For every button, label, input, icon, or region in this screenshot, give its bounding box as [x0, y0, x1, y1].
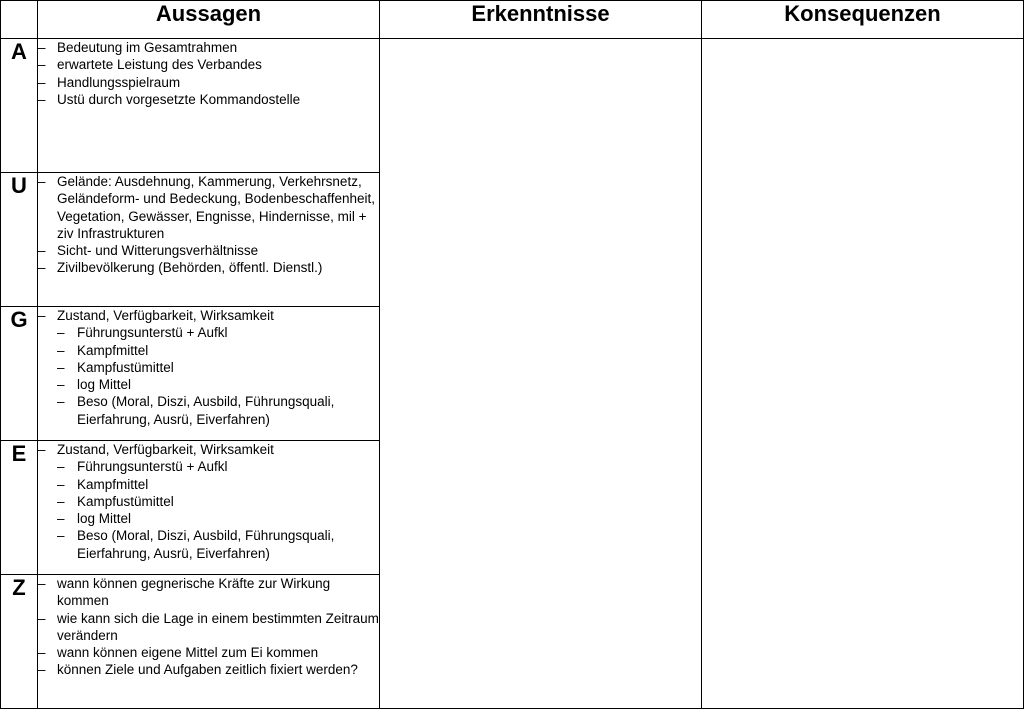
header-corner: [1, 1, 38, 39]
list-item: – Gelände: Ausdehnung, Kammerung, Verkehrsnetz, Geländeform- und Bedeckung, Bodenbeschaffenheit, Vegetation, Gewässer, Engnisse, Hindernisse, mil + ziv Infrastrukturen: [38, 173, 379, 242]
aussagen-cell-g: [38, 307, 380, 441]
erkenntnisse-cell[interactable]: [380, 39, 702, 709]
list-item: – wann können gegnerische Kräfte zur Wirkung kommen: [38, 575, 379, 610]
header-row: [1, 1, 1024, 39]
sub-list-item: – log Mittel: [57, 376, 379, 393]
row-letter-g: G: [1, 307, 38, 441]
list-item: – Handlungsspielraum: [38, 74, 379, 91]
aussagen-cell-u: [38, 173, 380, 307]
sub-list-item: – Kampfmittel: [57, 476, 379, 493]
list-item: – Ustü durch vorgesetzte Kommandostelle: [38, 91, 379, 108]
list-item: – Sicht- und Witterungsverhältnisse: [38, 242, 379, 259]
row-letter-e: E: [1, 441, 38, 575]
sub-list-item: – Beso (Moral, Diszi, Ausbild, Führungsquali, Eierfahrung, Ausrü, Eiverfahren): [57, 393, 379, 428]
sub-list-item: – Kampfustümittel: [57, 493, 379, 510]
list-item: – Zivilbevölkerung (Behörden, öffentl. Dienstl.): [38, 259, 379, 276]
aussagen-cell-a: [38, 39, 380, 173]
header-aussagen: Aussagen: [38, 1, 380, 39]
list-item-label: Zustand, Verfügbarkeit, Wirksamkeit: [57, 442, 274, 457]
list-item: – wann können eigene Mittel zum Ei kommen: [38, 644, 379, 661]
sub-list-item: – Kampfustümittel: [57, 359, 379, 376]
header-konsequenzen: Konsequenzen: [702, 1, 1024, 39]
aussagen-cell-z: [38, 575, 380, 709]
header-erkenntnisse: Erkenntnisse: [380, 1, 702, 39]
row-letter-a: A: [1, 39, 38, 173]
sub-list-item: – Kampfmittel: [57, 342, 379, 359]
sub-list-item: – Führungsunterstü + Aufkl: [57, 324, 379, 341]
list-item: – Bedeutung im Gesamtrahmen: [38, 39, 379, 56]
row-letter-z: Z: [1, 575, 38, 709]
list-item: – wie kann sich die Lage in einem bestimmten Zeitraum verändern: [38, 610, 379, 645]
list-item: [38, 307, 379, 428]
konsequenzen-cell[interactable]: [702, 39, 1024, 709]
sub-list-item: – log Mittel: [57, 510, 379, 527]
list-item: [38, 441, 379, 562]
list-item: – können Ziele und Aufgaben zeitlich fixiert werden?: [38, 661, 379, 678]
list-item: – erwartete Leistung des Verbandes: [38, 56, 379, 73]
sub-list-item: – Beso (Moral, Diszi, Ausbild, Führungsquali, Eierfahrung, Ausrü, Eiverfahren): [57, 527, 379, 562]
aussagen-cell-e: [38, 441, 380, 575]
sub-list-item: – Führungsunterstü + Aufkl: [57, 458, 379, 475]
list-item-label: Zustand, Verfügbarkeit, Wirksamkeit: [57, 308, 274, 323]
row-letter-u: U: [1, 173, 38, 307]
table-row-a: [1, 39, 1024, 173]
